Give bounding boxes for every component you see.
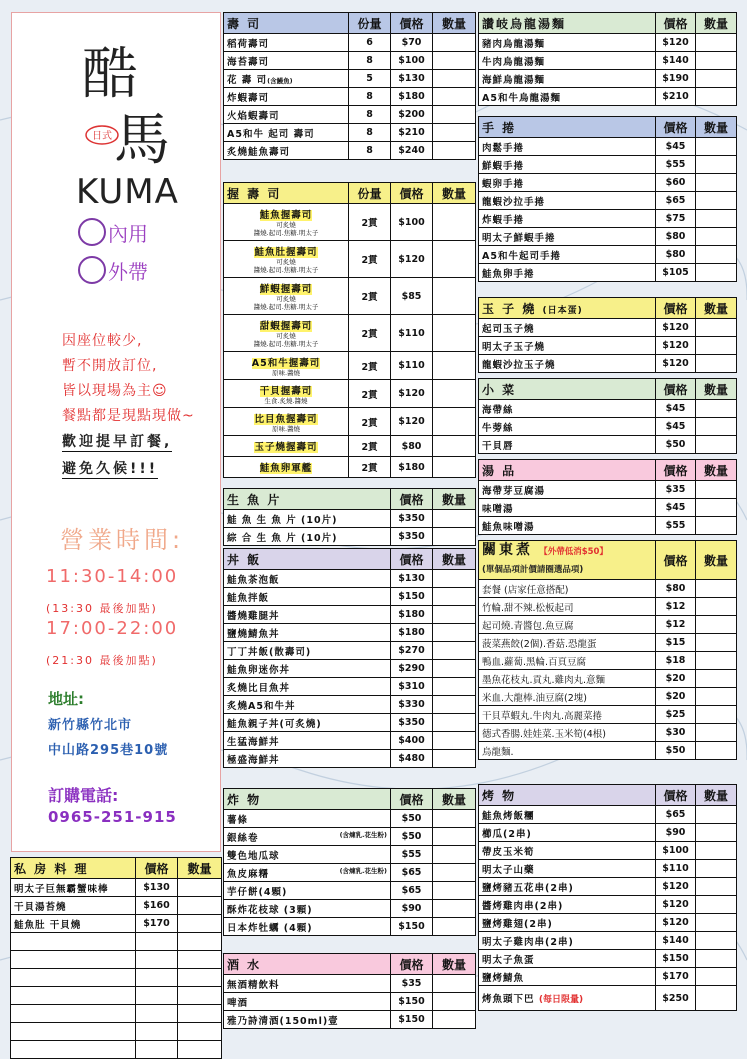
qty-cell[interactable] <box>696 355 737 373</box>
qty-cell[interactable] <box>696 88 737 106</box>
menu-row[interactable]: 日本炸牡蠣 (4顆) $150 <box>224 918 476 936</box>
menu-row[interactable]: 炸蝦手捲 $75 <box>479 210 737 228</box>
menu-row[interactable]: 鮭魚卵迷你丼 $290 <box>224 660 476 678</box>
qty-cell[interactable] <box>433 900 476 918</box>
qty-cell[interactable] <box>433 846 476 864</box>
qty-cell[interactable] <box>696 914 737 932</box>
qty-cell[interactable] <box>433 660 476 678</box>
qty-cell[interactable] <box>696 598 737 616</box>
menu-row[interactable]: 櫛瓜(2串) $90 <box>479 824 737 842</box>
section-title: 炸 物 <box>224 789 391 810</box>
menu-row[interactable]: 鮭魚握壽司 可炙燒 醬燒.起司.焦糖.明太子 2貫 $100 <box>224 204 476 241</box>
qty-cell[interactable] <box>433 408 476 436</box>
section-title: 握 壽 司 <box>224 183 349 204</box>
menu-row[interactable]: 鮭魚卵手捲 $105 <box>479 264 737 282</box>
menu-row[interactable]: 炙燒鮭魚壽司 8 $240 <box>224 142 476 160</box>
menu-row[interactable]: 肉鬆手捲 $45 <box>479 138 737 156</box>
menu-row[interactable]: 明太子鮮蝦手捲 $80 <box>479 228 737 246</box>
section-title: 生 魚 片 <box>224 489 391 510</box>
qty-cell[interactable] <box>696 950 737 968</box>
menu-row[interactable]: 丁丁丼飯(散壽司) $270 <box>224 642 476 660</box>
menu-row[interactable]: 啤酒 $150 <box>224 993 476 1011</box>
menu-row[interactable]: 海苔壽司 8 $100 <box>224 52 476 70</box>
menu-row <box>11 951 222 969</box>
qty-cell[interactable] <box>696 688 737 706</box>
menu-row[interactable]: 鮮蝦握壽司 可炙燒 醬燒.起司.焦糖.明太子 2貫 $85 <box>224 278 476 315</box>
menu-row[interactable]: 玉子燒握壽司 2貫 $80 <box>224 436 476 457</box>
menu-row[interactable]: 魚皮麻糬 (含煉乳.花生粉) $65 <box>224 864 476 882</box>
qty-cell[interactable] <box>433 457 476 478</box>
menu-row[interactable]: 烤魚頭下巴 (每日限量) $250 <box>479 986 737 1011</box>
menu-row[interactable]: 比目魚握壽司 原味.醬燒 2貫 $120 <box>224 408 476 436</box>
qty-cell[interactable] <box>433 993 476 1011</box>
menu-table-sashimi: 生 魚 片 價格 數量 鮭 魚 生 魚 片 (10片) $350 綜 合 生 魚 片 (10片) $350 <box>223 488 476 546</box>
menu-row[interactable]: 套餐 (店家任意搭配) $80 <box>479 580 737 598</box>
menu-row[interactable]: 鮭 魚 生 魚 片 (10片) $350 <box>224 510 476 528</box>
qty-cell[interactable] <box>433 570 476 588</box>
menu-row <box>11 1023 222 1041</box>
menu-table-nigiri: 握 壽 司 份量 價格 數量 鮭魚握壽司 可炙燒 醬燒.起司.焦糖.明太子 2貫 $100 鮭魚肚握壽司 可炙燒 醬燒.起司.焦糖.明太子 2貫 $120 鮮蝦握壽司 可炙燒 醬燒.起司.焦糖.明太子 2貫 $85 甜蝦握壽司 可炙燒 醬燒.起司.焦糖.明太子 2貫 $110 A5和牛握壽司 原味.醬燒 2貫 $110 干貝握壽司 生食.炙燒.醬燒 2貫 $120 比目魚握壽司 原味.醬燒 2貫 $120 玉子燒握壽司 2貫 $80 鮭魚卵軍艦 2貫 $180 <box>223 182 476 478</box>
qty-cell[interactable] <box>433 436 476 457</box>
menu-row[interactable]: 墨魚花枝丸.貢丸.雞肉丸.意麵 $20 <box>479 670 737 688</box>
menu-row[interactable]: 醬烤雞肉串(2串) $120 <box>479 896 737 914</box>
qty-cell[interactable] <box>433 34 476 52</box>
menu-table-tamago: 玉 子 燒 (日本蛋) 價格 數量 起司玉子燒 $120 明太子玉子燒 $120 龍蝦沙拉玉子燒 $120 <box>478 297 737 373</box>
svg-text:馬: 馬 <box>114 108 170 173</box>
hours-slot: 11:30-14:00 <box>46 566 179 587</box>
qty-cell[interactable] <box>433 1011 476 1029</box>
section-title: 酒 水 <box>224 954 391 975</box>
svg-text:日式: 日式 <box>92 131 112 142</box>
qty-cell[interactable] <box>433 624 476 642</box>
qty-cell[interactable] <box>433 975 476 993</box>
menu-table-drinks: 酒 水 價格 數量 無酒精飲料 $35 啤酒 $150 雅乃詩清酒(150ml)壹 $150 <box>223 953 476 1029</box>
menu-row[interactable]: 烏龍麵. $50 <box>479 742 737 760</box>
qty-cell[interactable] <box>696 652 737 670</box>
notice-line: 餐點都是現點現做~ <box>62 408 195 424</box>
menu-table-private: 私 房 料 理 價格 數量 明太子巨無霸蟹味棒 $130 干貝湯苔燒 $160 鮭魚肚 干貝燒 $170 <box>10 857 222 1059</box>
menu-row[interactable]: 鮮蝦手捲 $55 <box>479 156 737 174</box>
notice-line: 皆以現場為主☺ <box>62 383 168 399</box>
section-title: 湯 品 <box>479 460 656 481</box>
qty-cell[interactable] <box>696 724 737 742</box>
menu-row[interactable]: 明太子玉子燒 $120 <box>479 337 737 355</box>
menu-row[interactable]: 生猛海鮮丼 $400 <box>224 732 476 750</box>
menu-row[interactable]: 龍蝦沙拉手捲 $65 <box>479 192 737 210</box>
menu-row[interactable]: 無酒精飲料 $35 <box>224 975 476 993</box>
phone-number[interactable]: 0965-251-915 <box>48 808 177 826</box>
menu-row[interactable]: 鹽烤鯖魚 $170 <box>479 968 737 986</box>
menu-row[interactable]: 干貝草蝦丸.牛肉丸.高麗菜捲 $25 <box>479 706 737 724</box>
svg-text:KUMA: KUMA <box>76 172 179 211</box>
section-title: 關東煮 <box>482 542 533 558</box>
section-title: 小 菜 <box>479 379 656 400</box>
qty-cell[interactable] <box>433 588 476 606</box>
qty-cell[interactable] <box>696 968 737 986</box>
menu-row[interactable]: 龍蝦沙拉玉子燒 $120 <box>479 355 737 373</box>
qty-cell[interactable] <box>696 246 737 264</box>
address-line: 中山路295巷10號 <box>48 743 169 758</box>
menu-row <box>11 987 222 1005</box>
phone-label: 訂購電話: <box>48 786 119 805</box>
menu-row[interactable]: 干貝唇 $50 <box>479 436 737 454</box>
menu-table-grill: 烤 物 價格 數量 鮭魚烤飯糰 $65 櫛瓜(2串) $90 帶皮玉米筍 $100 明太子山藥 $110 鹽烤豬五花串(2串) $120 醬烤雞肉串(2串) $120 鹽烤雞翅(2串) $120 明太子雞肉串(2串) $140 明太子魚蛋 $150 鹽烤鯖魚 $170 烤魚頭下巴 (每日限量) $250 <box>478 784 737 1011</box>
qty-cell[interactable] <box>696 499 737 517</box>
qty-cell[interactable] <box>696 742 737 760</box>
menu-row[interactable]: 鹽燒鯖魚丼 $180 <box>224 624 476 642</box>
qty-cell[interactable] <box>433 278 476 315</box>
qty-cell[interactable] <box>696 192 737 210</box>
qty-cell[interactable] <box>433 241 476 278</box>
qty-cell[interactable] <box>696 878 737 896</box>
qty-cell[interactable] <box>433 678 476 696</box>
menu-row[interactable]: A5和牛烏龍湯麵 $210 <box>479 88 737 106</box>
hours-title: 營業時間: <box>60 526 185 554</box>
qty-cell[interactable] <box>433 810 476 828</box>
menu-row[interactable]: A5和牛握壽司 原味.醬燒 2貫 $110 <box>224 352 476 380</box>
qty-cell[interactable] <box>433 882 476 900</box>
qty-cell[interactable] <box>696 418 737 436</box>
menu-row[interactable]: 蝦卵手捲 $60 <box>479 174 737 192</box>
last-call: (21:30 最後加點) <box>46 654 158 667</box>
qty-cell[interactable] <box>433 696 476 714</box>
menu-row[interactable]: 明太子雞肉串(2串) $140 <box>479 932 737 950</box>
menu-row[interactable]: 味噌湯 $45 <box>479 499 737 517</box>
menu-row <box>11 1005 222 1023</box>
section-title: 私 房 料 理 <box>11 858 136 879</box>
qty-cell[interactable] <box>696 580 737 598</box>
qty-cell[interactable] <box>696 986 737 1011</box>
qty-cell[interactable] <box>696 156 737 174</box>
menu-row[interactable]: 鮭魚烤飯糰 $65 <box>479 806 737 824</box>
qty-cell[interactable] <box>696 896 737 914</box>
menu-row[interactable]: 雙色地瓜球 $55 <box>224 846 476 864</box>
qty-cell[interactable] <box>696 860 737 878</box>
menu-table-udon: 讚岐烏龍湯麵 價格 數量 豬肉烏龍湯麵 $120 牛肉烏龍湯麵 $140 海鮮烏龍湯麵 $190 A5和牛烏龍湯麵 $210 <box>478 12 737 106</box>
notice-underlined: 歡迎提早訂餐, <box>62 431 172 452</box>
notice-line: 暫不開放訂位, <box>62 358 158 374</box>
section-title: 讚岐烏龍湯麵 <box>479 13 656 34</box>
qty-cell[interactable] <box>433 732 476 750</box>
menu-row[interactable]: 明太子魚蛋 $150 <box>479 950 737 968</box>
menu-row[interactable]: 鮭魚親子丼(可炙燒) $350 <box>224 714 476 732</box>
qty-cell[interactable] <box>696 436 737 454</box>
menu-row[interactable]: 帶皮玉米筍 $100 <box>479 842 737 860</box>
section-title: 丼 飯 <box>224 549 391 570</box>
qty-cell[interactable] <box>696 616 737 634</box>
menu-row <box>11 933 222 951</box>
menu-row[interactable]: 火焰蝦壽司 8 $200 <box>224 106 476 124</box>
qty-cell[interactable] <box>433 352 476 380</box>
hours-slot: 17:00-22:00 <box>46 618 179 639</box>
qty-cell[interactable] <box>696 481 737 499</box>
qty-cell[interactable] <box>696 52 737 70</box>
menu-row[interactable]: A5和牛 起司 壽司 8 $210 <box>224 124 476 142</box>
qty-cell[interactable] <box>433 714 476 732</box>
menu-row[interactable]: 鴨血.蘿蔔.黑輪.百頁豆腐 $18 <box>479 652 737 670</box>
qty-cell[interactable] <box>696 670 737 688</box>
menu-row[interactable]: 雅乃詩清酒(150ml)壹 $150 <box>224 1011 476 1029</box>
qty-cell[interactable] <box>433 528 476 546</box>
qty-cell[interactable] <box>433 828 476 846</box>
order-option-dine-in[interactable]: 內用 <box>78 218 148 247</box>
menu-row[interactable]: 菠菜燕餃(2個).香菇.恐龍蛋 $15 <box>479 634 737 652</box>
menu-row[interactable]: 炸蝦壽司 8 $180 <box>224 88 476 106</box>
menu-row[interactable]: 豬肉烏龍湯麵 $120 <box>479 34 737 52</box>
qty-cell[interactable] <box>696 264 737 282</box>
qty-cell[interactable] <box>696 517 737 535</box>
qty-cell[interactable] <box>433 88 476 106</box>
notice-underlined: 避免久候!!! <box>62 458 158 479</box>
qty-cell[interactable] <box>433 124 476 142</box>
qty-cell[interactable] <box>696 824 737 842</box>
qty-cell[interactable] <box>178 915 222 933</box>
qty-cell[interactable] <box>433 52 476 70</box>
menu-row[interactable]: 醬燒雞腿丼 $180 <box>224 606 476 624</box>
menu-row[interactable]: 芋仔餅(4顆) $65 <box>224 882 476 900</box>
qty-cell[interactable] <box>433 142 476 160</box>
menu-row[interactable]: 極盛海鮮丼 $480 <box>224 750 476 768</box>
qty-cell[interactable] <box>433 510 476 528</box>
qty-cell[interactable] <box>433 750 476 768</box>
qty-cell[interactable] <box>696 70 737 88</box>
qty-cell[interactable] <box>696 400 737 418</box>
last-call: (13:30 最後加點) <box>46 602 158 615</box>
menu-row <box>11 969 222 987</box>
qty-cell[interactable] <box>696 842 737 860</box>
qty-cell[interactable] <box>433 864 476 882</box>
menu-table-side: 小 菜 價格 數量 海帶絲 $45 牛蒡絲 $45 干貝唇 $50 <box>478 378 737 454</box>
menu-table-temaki: 手 捲 價格 數量 肉鬆手捲 $45 鮮蝦手捲 $55 蝦卵手捲 $60 龍蝦沙拉手捲 $65 炸蝦手捲 $75 明太子鮮蝦手捲 $80 A5和牛起司手捲 $80 鮭魚卵手捲 $105 <box>478 116 737 282</box>
menu-row[interactable]: 鮭魚肚 干貝燒 $170 <box>11 915 222 933</box>
menu-row[interactable]: 海帶絲 $45 <box>479 400 737 418</box>
qty-cell[interactable] <box>696 174 737 192</box>
menu-row[interactable]: 酥炸花枝球 (3顆) $90 <box>224 900 476 918</box>
section-title: 手 捲 <box>479 117 656 138</box>
menu-row[interactable]: 炙燒A5和牛丼 $330 <box>224 696 476 714</box>
qty-cell[interactable] <box>433 70 476 88</box>
section-title: 玉 子 燒 <box>482 301 537 316</box>
qty-cell[interactable] <box>696 337 737 355</box>
menu-row[interactable]: 德式香腸.娃娃菜.玉米筍(4根) $30 <box>479 724 737 742</box>
qty-cell[interactable] <box>696 210 737 228</box>
qty-cell[interactable] <box>696 706 737 724</box>
order-option-takeout[interactable]: 外帶 <box>78 256 148 285</box>
qty-cell[interactable] <box>433 642 476 660</box>
qty-cell[interactable] <box>696 34 737 52</box>
section-title: 壽 司 <box>224 13 349 34</box>
menu-table-soup: 湯 品 價格 數量 海帶芽豆腐湯 $35 味噌湯 $45 鮭魚味噌湯 $55 <box>478 459 737 535</box>
menu-row[interactable]: 鮭魚拌飯 $150 <box>224 588 476 606</box>
qty-cell[interactable] <box>433 315 476 352</box>
notice-line: 因座位較少, <box>62 333 143 349</box>
menu-row[interactable]: 米血.大龍棒.油豆腐(2塊) $20 <box>479 688 737 706</box>
qty-cell[interactable] <box>433 204 476 241</box>
qty-cell[interactable] <box>178 879 222 897</box>
menu-row[interactable]: 起司玉子燒 $120 <box>479 319 737 337</box>
menu-row[interactable]: 稻荷壽司 6 $70 <box>224 34 476 52</box>
menu-table-kanto: 關東煮 【外帶低消$50】 (單個品項計價請圈選品項) 價格 數量 套餐 (店家任意搭配) $80 竹輪.甜不辣.松板起司 $12 起司燒.青醬包.魚豆腐 $12 菠菜燕餃(2個).香菇.恐龍蛋 $15 鴨血.蘿蔔.黑輪.百頁豆腐 $18 墨魚花枝丸.貢丸.雞肉丸.意麵 $20 米血.大龍棒.油豆腐(2塊) $20 干貝草蝦丸.牛肉丸.高麗菜捲 $25 德式香腸.娃娃菜.玉米筍(4根) $30 烏龍麵. $50 <box>478 540 737 760</box>
svg-text:酷: 酷 <box>82 42 138 107</box>
qty-cell[interactable] <box>433 918 476 936</box>
qty-cell[interactable] <box>696 138 737 156</box>
menu-row[interactable]: 花 壽 司(含鰻魚) 5 $130 <box>224 70 476 88</box>
menu-row[interactable]: A5和牛起司手捲 $80 <box>479 246 737 264</box>
menu-row[interactable]: 海帶芽豆腐湯 $35 <box>479 481 737 499</box>
menu-row[interactable]: 鮭魚味噌湯 $55 <box>479 517 737 535</box>
menu-row[interactable]: 海鮮烏龍湯麵 $190 <box>479 70 737 88</box>
qty-cell[interactable] <box>696 228 737 246</box>
menu-table-sushi: 壽 司 份量 價格 數量 稻荷壽司 6 $70 海苔壽司 8 $100 花 壽 司(含鰻魚) 5 $130 炸蝦壽司 8 $180 火焰蝦壽司 8 $200 A5和牛 起司 壽司 8 $210 炙燒鮭魚壽司 8 $240 <box>223 12 476 160</box>
section-title: 烤 物 <box>479 785 656 806</box>
menu-row[interactable]: 明太子巨無霸蟹味棒 $130 <box>11 879 222 897</box>
menu-row[interactable]: 鹽烤雞翅(2串) $120 <box>479 914 737 932</box>
checkbox-circle-icon[interactable] <box>78 218 106 246</box>
menu-row[interactable]: 炙燒比目魚丼 $310 <box>224 678 476 696</box>
checkbox-circle-icon[interactable] <box>78 256 106 284</box>
qty-cell[interactable] <box>696 319 737 337</box>
menu-row[interactable]: 干貝湯苔燒 $160 <box>11 897 222 915</box>
menu-row[interactable]: 鮭魚肚握壽司 可炙燒 醬燒.起司.焦糖.明太子 2貫 $120 <box>224 241 476 278</box>
menu-row[interactable]: 薯條 $50 <box>224 810 476 828</box>
qty-cell[interactable] <box>178 897 222 915</box>
menu-row[interactable]: 牛肉烏龍湯麵 $140 <box>479 52 737 70</box>
qty-cell[interactable] <box>433 106 476 124</box>
menu-row[interactable]: 鮭魚茶泡飯 $130 <box>224 570 476 588</box>
qty-cell[interactable] <box>433 380 476 408</box>
menu-row[interactable]: 銀絲卷 (含煉乳.花生粉) $50 <box>224 828 476 846</box>
menu-row <box>11 1041 222 1059</box>
menu-row[interactable]: 明太子山藥 $110 <box>479 860 737 878</box>
qty-cell[interactable] <box>696 806 737 824</box>
menu-row[interactable]: 鹽烤豬五花串(2串) $120 <box>479 878 737 896</box>
kuma-logo <box>72 31 192 211</box>
menu-row[interactable]: 竹輪.甜不辣.松板起司 $12 <box>479 598 737 616</box>
address-line: 新竹縣竹北市 <box>48 718 133 733</box>
menu-row[interactable]: 起司燒.青醬包.魚豆腐 $12 <box>479 616 737 634</box>
menu-table-don: 丼 飯 價格 數量 鮭魚茶泡飯 $130 鮭魚拌飯 $150 醬燒雞腿丼 $180 鹽燒鯖魚丼 $180 丁丁丼飯(散壽司) $270 鮭魚卵迷你丼 $290 炙燒比目魚丼 $310 炙燒A5和牛丼 $330 鮭魚親子丼(可炙燒) $350 生猛海鮮丼 $400 極盛海鮮丼 $480 <box>223 548 476 768</box>
menu-table-fried: 炸 物 價格 數量 薯條 $50 銀絲卷 (含煉乳.花生粉) $50 雙色地瓜球 $55 魚皮麻糬 (含煉乳.花生粉) $65 芋仔餅(4顆) $65 酥炸花枝球 (3顆) $90 日本炸牡蠣 (4顆) $150 <box>223 788 476 936</box>
menu-row[interactable]: 甜蝦握壽司 可炙燒 醬燒.起司.焦糖.明太子 2貫 $110 <box>224 315 476 352</box>
qty-cell[interactable] <box>696 932 737 950</box>
menu-row[interactable]: 鮭魚卵軍艦 2貫 $180 <box>224 457 476 478</box>
qty-cell[interactable] <box>433 606 476 624</box>
menu-row[interactable]: 綜 合 生 魚 片 (10片) $350 <box>224 528 476 546</box>
menu-row[interactable]: 干貝握壽司 生食.炙燒.醬燒 2貫 $120 <box>224 380 476 408</box>
address-label: 地址: <box>48 690 84 708</box>
menu-row[interactable]: 牛蒡絲 $45 <box>479 418 737 436</box>
qty-cell[interactable] <box>696 634 737 652</box>
